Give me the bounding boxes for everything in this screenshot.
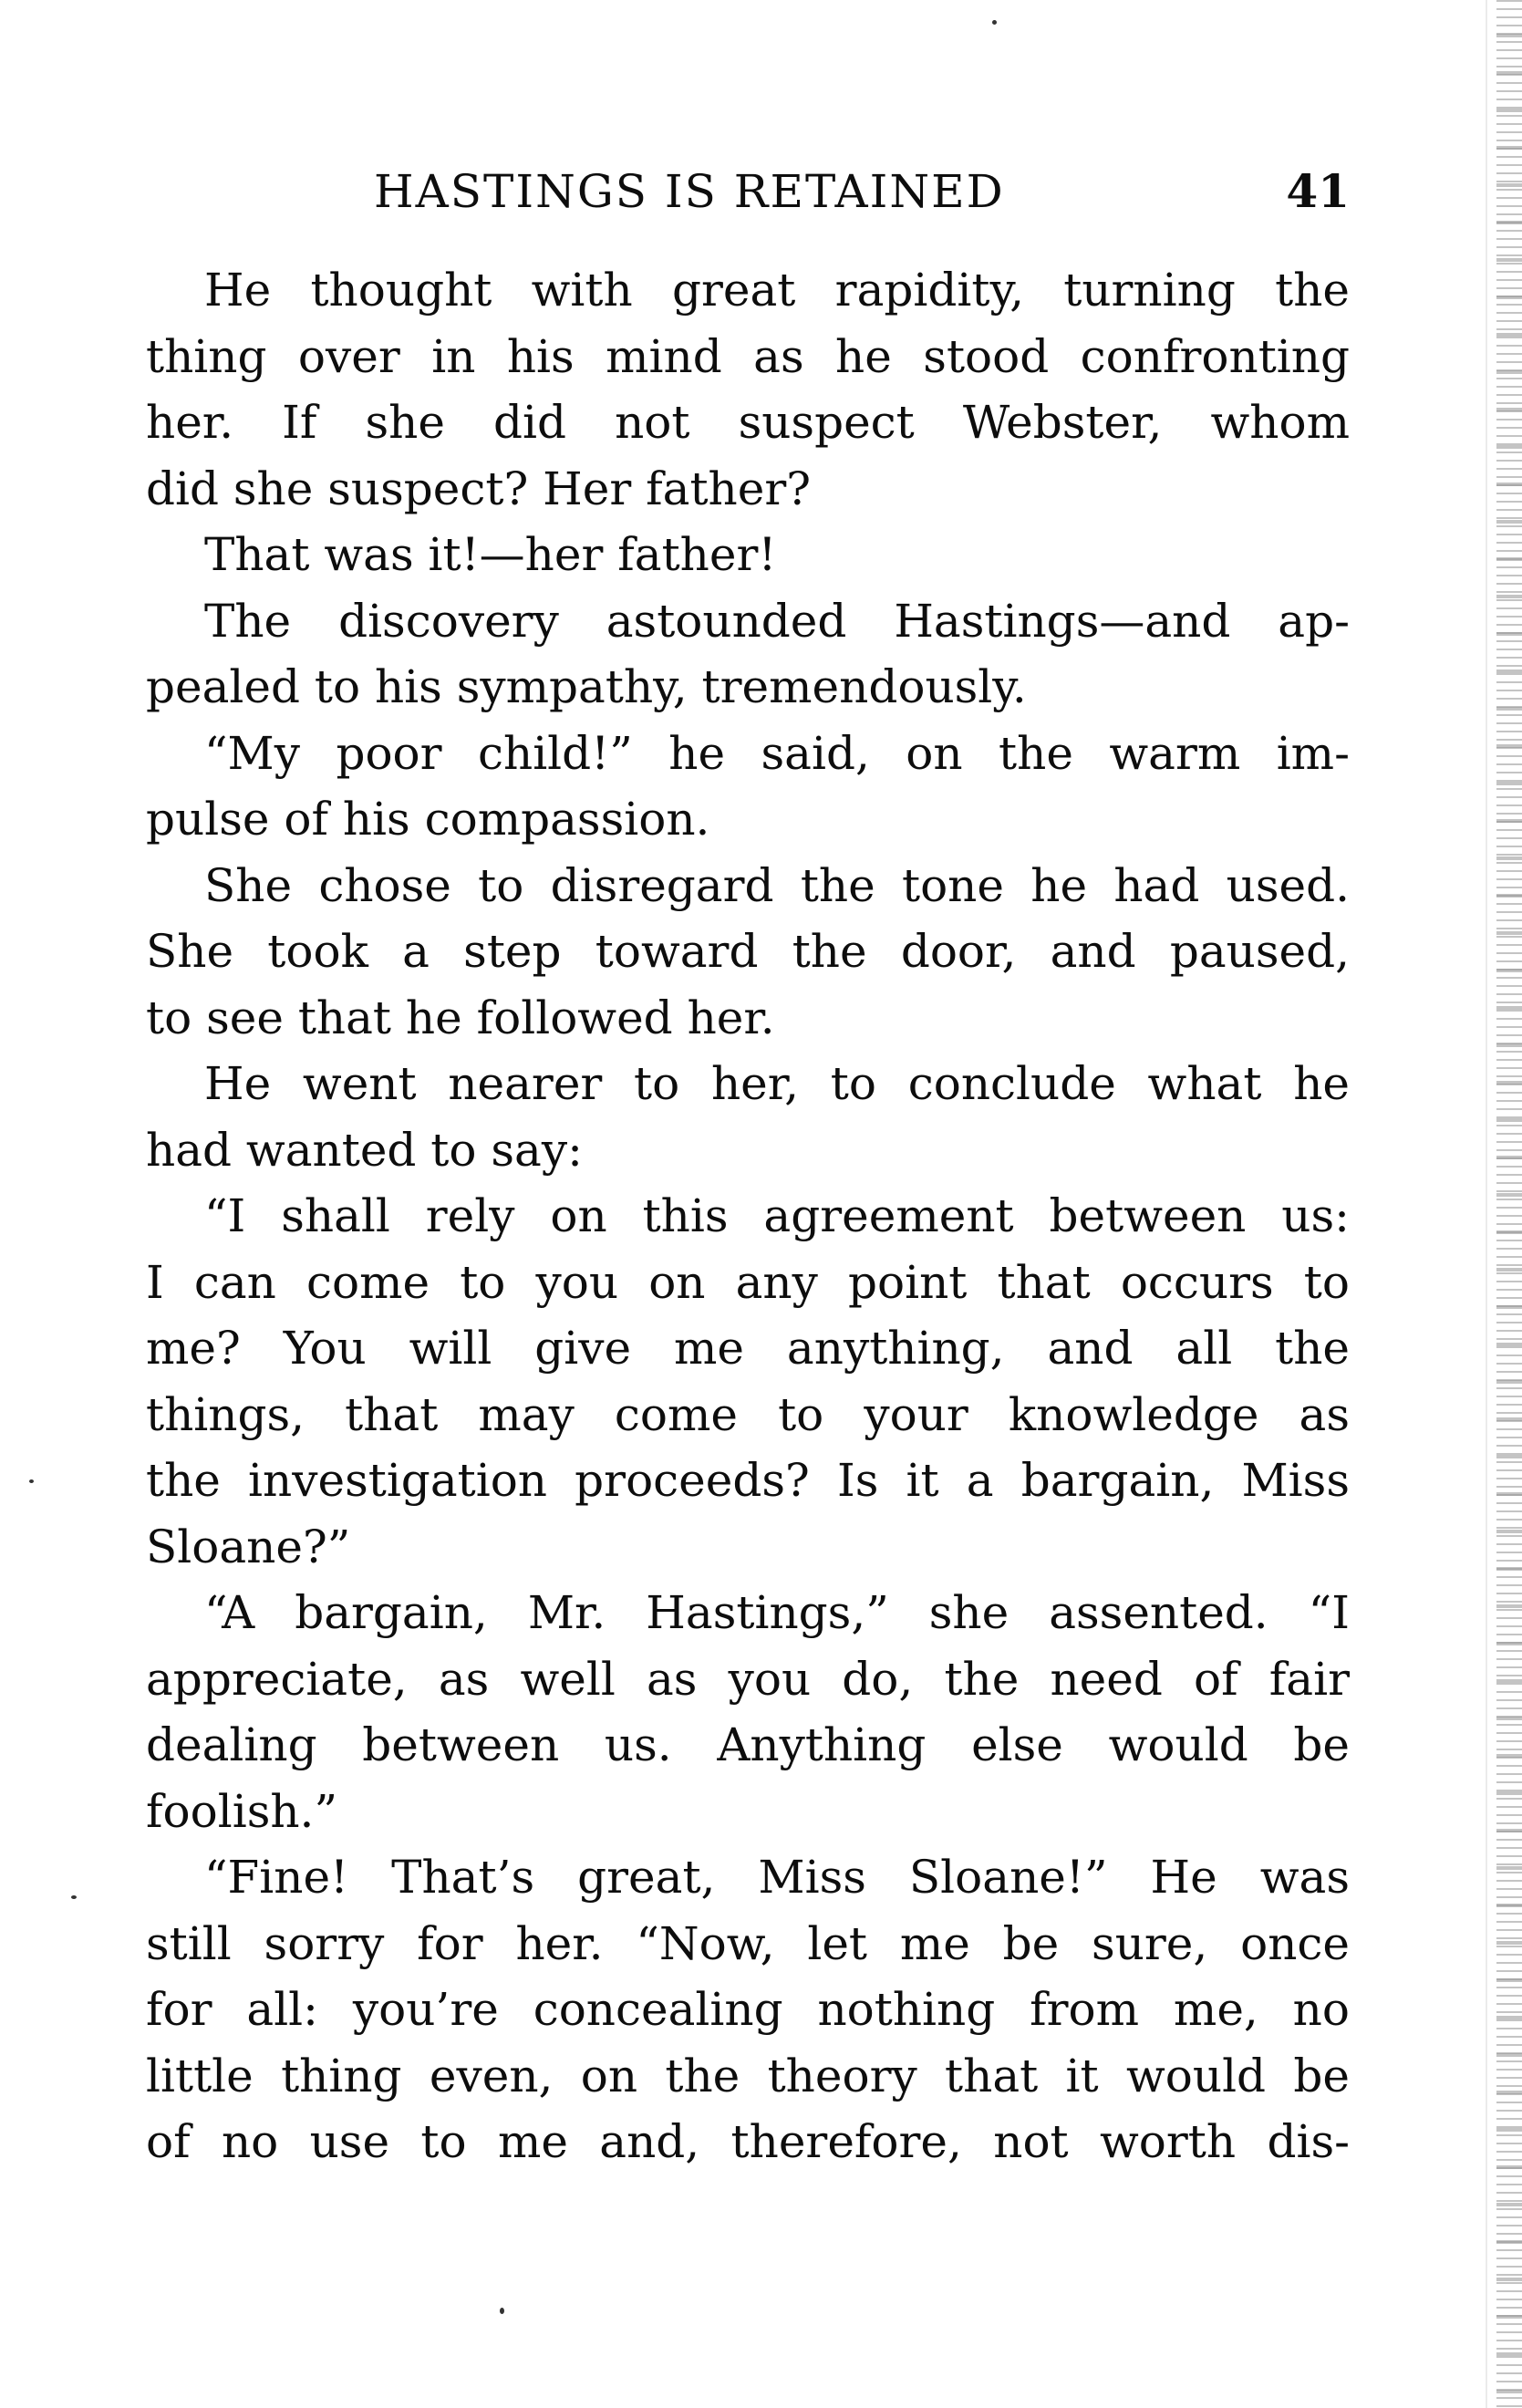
text-line: little thing even, on the theory that it would be	[146, 2049, 1350, 2102]
paragraph	[146, 1183, 1350, 1580]
chapter-title: HASTINGS IS RETAINED	[374, 165, 1005, 218]
text-line: pulse of his compassion.	[146, 793, 710, 846]
text-line: She chose to disregard the tone he had used.	[204, 858, 1350, 912]
text-line: She took a step toward the door, and paused,	[146, 925, 1350, 978]
print-speck	[71, 1895, 77, 1899]
text-line: I can come to you on any point that occurs to	[146, 1255, 1350, 1309]
text-line: “My poor child!” he said, on the warm im-	[204, 726, 1350, 780]
text-line: foolish.”	[146, 1784, 338, 1838]
text-line: He went nearer to her, to conclude what he	[204, 1057, 1350, 1110]
text-line: to see that he followed her.	[146, 991, 775, 1044]
text-line: things, that may come to your knowledge as	[146, 1387, 1350, 1441]
body-text	[146, 257, 1350, 2175]
binding-shadow	[1486, 0, 1487, 2408]
paragraph	[146, 1844, 1350, 2175]
paragraph	[146, 522, 1350, 588]
binding-edge	[1496, 0, 1522, 2408]
paragraph	[146, 853, 1350, 1052]
text-line: her. If she did not suspect Webster, whom	[146, 396, 1350, 449]
paragraph	[146, 588, 1350, 721]
print-speck	[29, 1479, 34, 1483]
text-line: had wanted to say:	[146, 1123, 583, 1177]
text-line: “I shall rely on this agreement between us:	[204, 1189, 1350, 1242]
running-head	[146, 160, 1350, 223]
text-line: dealing between us. Anything else would be	[146, 1718, 1350, 1771]
text-line: pealed to his sympathy, tremendously.	[146, 660, 1027, 713]
text-line: appreciate, as well as you do, the need of fair	[146, 1652, 1350, 1706]
paragraph	[146, 257, 1350, 522]
text-line: The discovery astounded Hastings—and ap-	[204, 594, 1350, 648]
text-line: of no use to me and, therefore, not worth dis-	[146, 2115, 1350, 2168]
text-line: He thought with great rapidity, turning the	[204, 264, 1350, 317]
text-line: thing over in his mind as he stood confronting	[146, 329, 1350, 383]
paragraph	[146, 1580, 1350, 1844]
print-speck	[500, 2308, 504, 2314]
paragraph	[146, 1051, 1350, 1183]
print-speck	[992, 20, 997, 25]
text-line: still sorry for her. “Now, let me be sure, once	[146, 1916, 1350, 1970]
text-line: me? You will give me anything, and all the	[146, 1322, 1350, 1375]
paragraph	[146, 721, 1350, 853]
text-line: That was it!—her father!	[204, 528, 777, 581]
page-number: 41	[1286, 164, 1350, 218]
text-line: “Fine! That’s great, Miss Sloane!” He was	[204, 1851, 1350, 1904]
text-line: the investigation proceeds? Is it a bargain, Miss	[146, 1454, 1350, 1507]
text-line: Sloane?”	[146, 1520, 351, 1573]
text-line: did she suspect? Her father?	[146, 462, 812, 515]
text-line: for all: you’re concealing nothing from me, no	[146, 1983, 1350, 2036]
text-line: “A bargain, Mr. Hastings,” she assented. “I	[204, 1586, 1350, 1639]
